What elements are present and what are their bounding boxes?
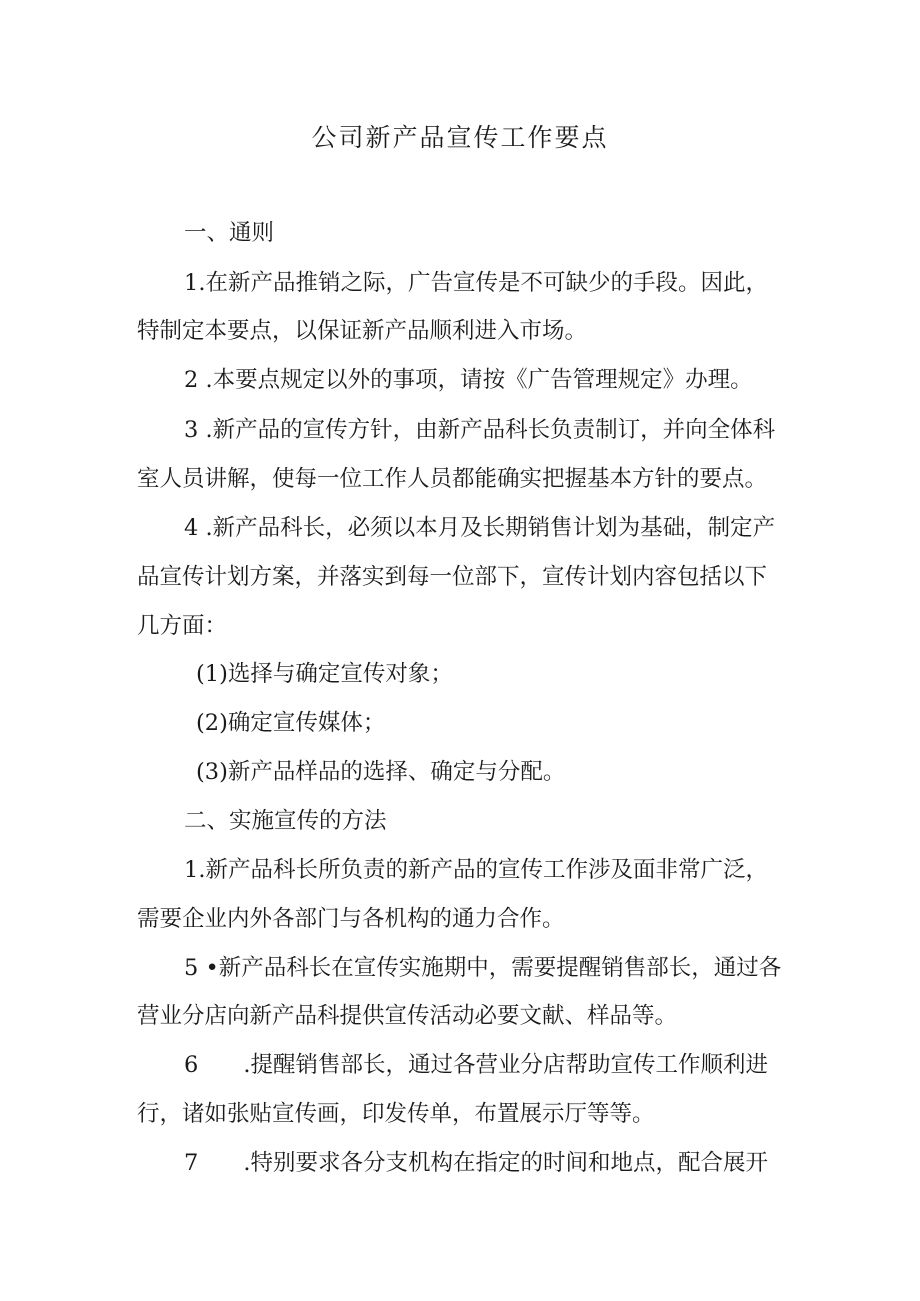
paragraph-line: 品宣传计划方案，并落实到每一位部下，宣传计划内容包括以下: [137, 564, 768, 590]
paragraph-line: 1.新产品科长所负责的新产品的宣传工作涉及面非常广泛，: [184, 857, 768, 883]
list-item: (1)选择与确定宣传对象；: [196, 661, 453, 687]
paragraph-line: 特制定本要点，以保证新产品顺利进入市场。: [137, 318, 588, 344]
section-heading-general: 一、通则: [184, 220, 275, 246]
section-heading-methods: 二、实施宣传的方法: [184, 808, 387, 834]
paragraph-line: 3 .新产品的宣传方针，由新产品科长负责制订，并向全体科: [184, 417, 776, 443]
document-title: 公司新产品宣传工作要点: [311, 123, 609, 152]
paragraph-line: 室人员讲解，使每一位工作人员都能确实把握基本方针的要点。: [137, 466, 768, 492]
list-item: (3)新产品样品的选择、确定与分配。: [196, 759, 566, 785]
paragraph-line: 6 .提醒销售部长，通过各营业分店帮助宣传工作顺利进: [184, 1052, 768, 1078]
paragraph-line: 几方面：: [137, 613, 228, 639]
paragraph-line: 5 •新产品科长在宣传实施期中，需要提醒销售部长，通过各: [184, 955, 782, 981]
paragraph-line: 需要企业内外各部门与各机构的通力合作。: [137, 906, 565, 932]
paragraph-line: 1.在新产品推销之际，广告宣传是不可缺少的手段。因此，: [184, 270, 768, 296]
list-item: (2)确定宣传媒体；: [196, 710, 386, 736]
paragraph-line: 4 .新产品科长，必须以本月及长期销售计划为基础，制定产: [184, 515, 776, 541]
paragraph-line: 行，诸如张贴宣传画，印发传单，布置展示厅等等。: [137, 1101, 655, 1127]
paragraph-line: 营业分店向新产品科提供宣传活动必要文献、样品等。: [137, 1003, 678, 1029]
paragraph-line: 2 .本要点规定以外的事项，请按《广告管理规定》办理。: [184, 367, 753, 393]
paragraph-line: 7 .特别要求各分支机构在指定的时间和地点，配合展开: [184, 1150, 768, 1176]
